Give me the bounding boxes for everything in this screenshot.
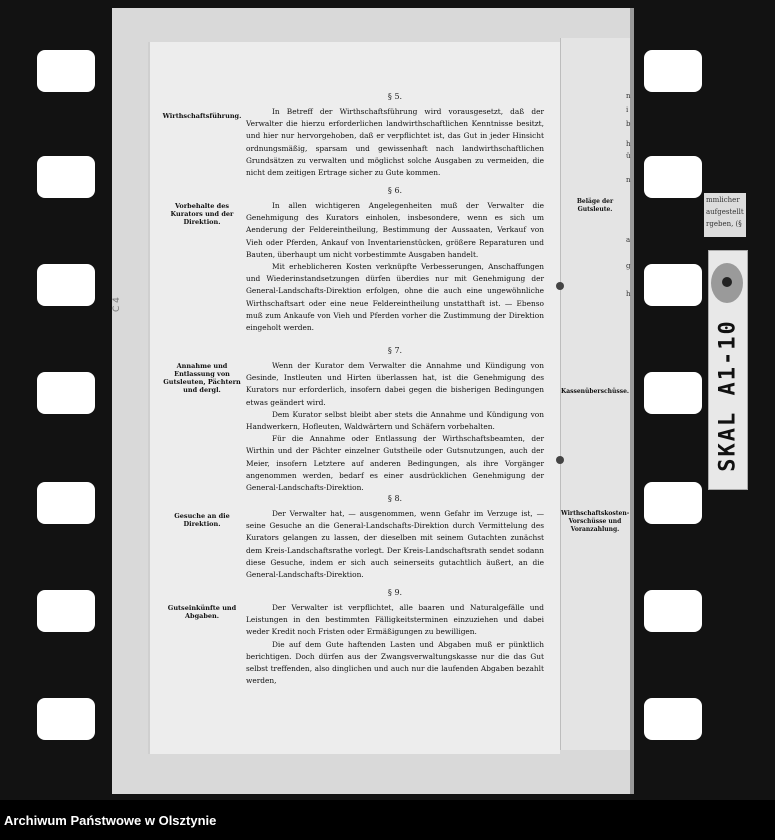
sprocket-hole: [644, 482, 702, 524]
paragraph: In allen wichtigeren Angelegenheiten muß der Verwalter die Genehmigung des Kurators einholen, insbesondere, wenn es sich um Aenderung der Feldereintheilung, Bestimmung der Aussaaten, Verkauf von Vieh oder Pferden, Ankauf von Inventarienstücken, größere Reparaturen und Bauten, überhaupt um nicht vorbestimmte Ausgaben handelt.: [246, 201, 544, 259]
paragraph: Die auf dem Gute haftenden Lasten und Abgaben muß er pünktlich berichtigen. Doch dürfen aus der Zwangsverwaltungskasse nur die das Gut selbst treffenden, also dinglichen und auch nur die laufenden Abgaben bezahlt werden,: [246, 639, 544, 686]
adjacent-fragment: mmlicher: [706, 196, 740, 204]
section-side-label: Gesuche an die Direktion.: [174, 512, 230, 528]
adjacent-fragment: n: [626, 92, 631, 100]
sprocket-hole: [644, 156, 702, 198]
paragraph: Der Verwalter ist verpflichtet, alle baaren und Naturalgefälle und Leistungen in den bestimmten Fälligkeitsterminen einzuziehen und dabei weder Kredit noch Fristen oder Ermäßigungen zu bewilligen.: [246, 603, 544, 637]
sprocket-hole: [644, 372, 702, 414]
section-number: § 6.: [387, 186, 403, 195]
sprocket-hole: [37, 372, 95, 414]
section-body: [246, 508, 544, 581]
section-body: [246, 602, 544, 687]
section-side-label: Wirthschaftsführung.: [162, 112, 242, 120]
adjacent-fragment: rgeben, (§: [706, 220, 742, 228]
adjacent-side-label: Beläge der Gutsleute.: [576, 198, 614, 213]
paragraph: Der Verwalter hat, — ausgenommen, wenn Gefahr im Verzuge ist, — seine Gesuche an die General-Landschafts-Direktion durch Vermittelung des Kurators gelangen zu lassen, der dieselben mit seinem Gutachten zunächst dem Kreis-Landschaftsrathe vorlegt. Der Kreis-Landschaftsrath sendet sodann diese Gesuche, indem er sich auch seinerseits gutachtlich äußert, an die General-Landschafts-Direktion.: [246, 509, 544, 580]
page-edge: [630, 8, 634, 794]
adjacent-fragment: b: [626, 120, 631, 128]
sprocket-hole: [37, 264, 95, 306]
section-side-label: Vorbehalte des Kurators und der Direktion.: [170, 202, 234, 226]
adjacent-fragment: n: [626, 176, 631, 184]
tag-grommet-icon: [711, 263, 743, 303]
sprocket-hole: [37, 156, 95, 198]
sprocket-hole: [644, 590, 702, 632]
archive-tag: [708, 250, 748, 490]
adjacent-fragment: g: [626, 262, 631, 270]
adjacent-side-label: Wirthschaftskosten-Vorschüsse und Voranzahlung.: [561, 510, 630, 533]
tag-signature: SKAL A1-10: [715, 318, 741, 472]
adjacent-fragment: a: [626, 236, 631, 244]
section-number: § 8.: [387, 494, 403, 503]
paragraph: Wenn der Kurator dem Verwalter die Annahme und Kündigung von Gesinde, Instleuten und Hirten überlassen hat, ist die Genehmigung des Kurators nur erforderlich, insofern dabei gegen die bisherigen Bedingungen etwas geändert wird.: [246, 361, 544, 407]
sprocket-hole: [644, 264, 702, 306]
section-number: § 9.: [387, 588, 403, 597]
section-side-label: Gutseinkünfte und Abgaben.: [167, 604, 237, 620]
adjacent-fragment: ü: [626, 152, 631, 160]
section-body: [246, 200, 544, 334]
sprocket-hole: [644, 698, 702, 740]
sprocket-hole: [37, 698, 95, 740]
paragraph: Für die Annahme oder Entlassung der Wirthschaftsbeamten, der Wirthin und der Pächter einzelner Gutstheile oder Gutsnutzungen, auch der Meier, insofern Letztere auf anderen Bedingungen, als ihre Vorgänger angenommen werden, bedarf es einer ausdrücklichen Genehmigung der General-Landschafts-Direktion.: [246, 434, 544, 493]
binding-hole: [556, 282, 564, 290]
section-side-label: Annahme und Entlassung von Gutsleuten, Pächtern und dergl.: [163, 362, 241, 394]
archive-footer: [0, 800, 775, 840]
section-number: § 7.: [387, 346, 403, 355]
adjacent-fragment: i: [626, 106, 629, 114]
binding-hole: [556, 456, 564, 464]
section-body: [246, 106, 544, 179]
paragraph: Mit erheblicheren Kosten verknüpfte Verbesserungen, Anschaffungen und Wiederinstandsetzungen dürfen überdies nur mit Genehmigung der General-Landschafts-Direktion erfolgen, ohne die auch eine ungewöhnliche Wirthschaftsart oder eine neue Feldereintheilung unstatthaft ist. — Ebenso muß zum Ankaufe von Vieh und Pferden vorher die Zustimmung der Direktion eingeholt werden.: [246, 262, 544, 333]
section-number: § 5.: [387, 92, 403, 101]
adjacent-fragment: h: [626, 290, 631, 298]
sprocket-hole: [37, 50, 95, 92]
paragraph: Dem Kurator selbst bleibt aber stets die Annahme und Kündigung von Handwerkern, Hofleuten, Waldwärtern und Schäfern vorbehalten.: [246, 409, 544, 432]
sprocket-hole: [37, 590, 95, 632]
paragraph: In Betreff der Wirthschaftsführung wird vorausgesetzt, daß der Verwalter die hierzu erforderlichen landwirthschaftlichen Kenntnisse besitzt, und hier nur hervorgehoben, daß er verpflichtet ist, das Gut in jeder Hinsicht ordnungsmäßig, sparsam und gewissenhaft nach landwirthschaftlichen Grundsätzen zu verwalten und möglichst solche Ausgaben zu vermeiden, die nicht dem zeitigen Ertrage sicher zu Gute kommen.: [246, 107, 544, 178]
adjacent-side-label: Kassenüberschüsse.: [561, 388, 629, 395]
archive-label: Archiwum Państwowe w Olsztynie: [4, 813, 217, 828]
sprocket-hole: [37, 482, 95, 524]
sprocket-hole: [644, 50, 702, 92]
section-body: [246, 360, 544, 494]
margin-mark: C 4: [112, 297, 122, 312]
adjacent-fragment: aufgestellt: [706, 208, 744, 216]
adjacent-fragment: h: [626, 140, 631, 148]
